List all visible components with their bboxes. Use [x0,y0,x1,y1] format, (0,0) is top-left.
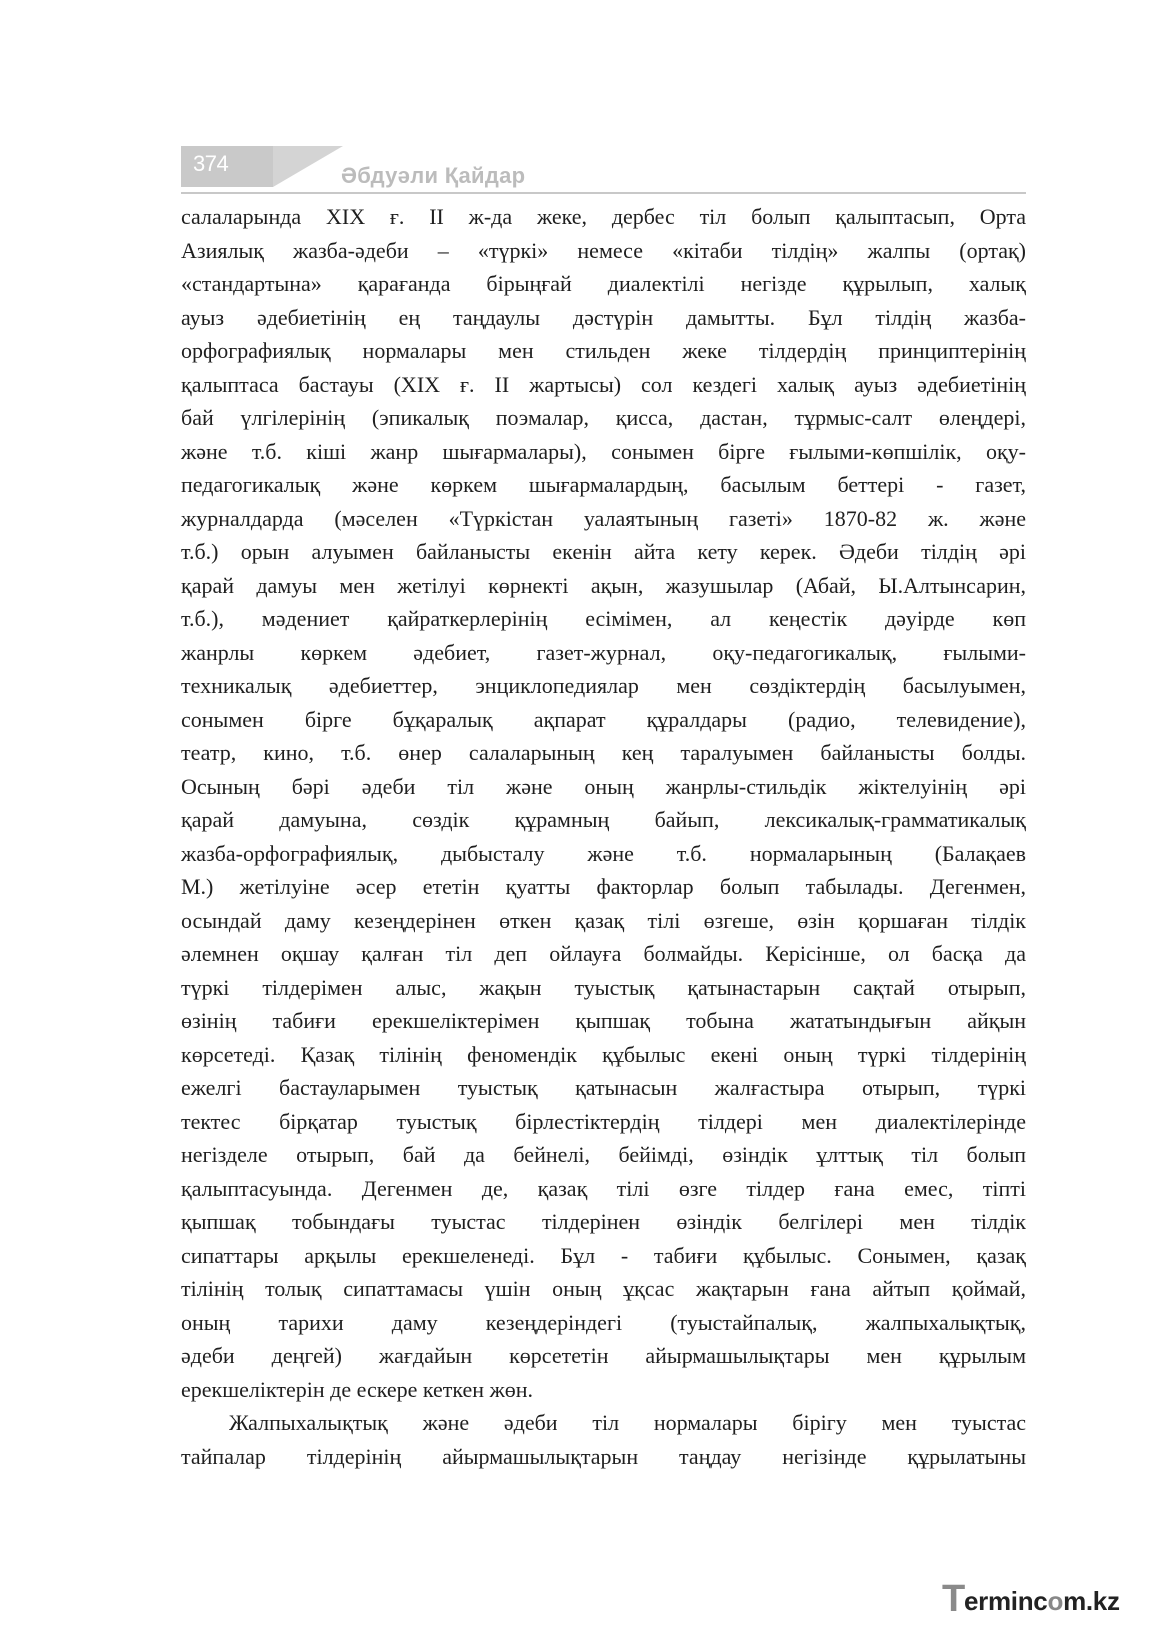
watermark-text-part1: erminc [964,1586,1048,1616]
text-line: ауыз әдебиетінің ең таңдаулы дәстүрін дамытты. Бұл тілдің жазба- [181,304,1026,330]
body-text [181,200,1026,1473]
text-line: педагогикалық және көркем шығармалардың, басылым беттері - газет, [181,472,1026,497]
watermark-text-o: o [1047,1586,1064,1616]
text-line: көрсетеді. Қазақ тілінің феномендік құбылыс екені оның түркі тілдерінің [181,1041,1026,1067]
text-line: бай үлгілерінің (эпикалық поэмалар, қисса, дастан, тұрмыс-салт өлеңдері, [181,405,1026,430]
text-line: қалыптаса бастауы (XIX ғ. II жартысы) сол кездегі халық ауыз әдебиетінің [181,371,1026,397]
header-rule [181,192,1026,194]
text-line: салаларында XIX ғ. II ж-да жеке, дербес тіл болып қалыптасып, Орта [181,204,1026,229]
running-head-author: Әбдуәли Қайдар [341,163,526,188]
watermark-t-glyph: T [942,1578,966,1620]
text-line: Азиялық жазба-әдеби – «түркі» немесе «кітаби тілдің» жалпы (ортақ) [181,237,1026,263]
page-number: 374 [193,151,229,176]
text-line: қарай дамуына, сөздік құрамның байып, лексикалық-грамматикалық [181,807,1026,832]
text-line: М.) жетілуіне әсер ететін қуатты факторлар болып табылады. Дегенмен, [181,874,1026,899]
text-line: және т.б. кіші жанр шығармалары), сонымен бірге ғылыми-көпшілік, оқу- [181,438,1026,464]
text-line: қыпшақ тобындағы туыстас тілдерінен өзіндік белгілері мен тілдік [181,1209,1026,1234]
text-line: орфографиялық нормалары мен стильден жеке тілдердің принциптерінің [181,338,1026,363]
page-number-tab [181,146,273,187]
text-line: осындай даму кезеңдерінен өткен қазақ тілі өзгеше, өзін қоршаған тілдік [181,907,1026,933]
text-line: тілінің толық сипаттамасы үшін оның ұқсас жақтарын ғана айтып қоймай, [181,1276,1026,1301]
paragraph-last-line: ерекшеліктерін де ескере кеткен жөн. [181,1376,534,1402]
text-line: театр, кино, т.б. өнер салаларының кең таралуымен байланысты болды. [181,740,1026,765]
text-line: қарай дамуы мен жетілуі көрнекті ақын, жазушылар (Абай, Ы.Алтынсарин, [181,572,1026,598]
text-line: т.б.), мәдениет қайраткерлерінің есімімен, ал кеңестік дәуірде көп [181,606,1026,631]
text-line: «стандартына» қарағанда бірыңғай диалектілі негізде құрылып, халық [181,271,1026,296]
text-line: әлемнен оқшау қалған тіл деп ойлауға болмайды. Керісінше, ол басқа да [181,941,1026,966]
text-line: тектес бірқатар туыстық бірлестіктердің тілдері мен диалектілерінде [181,1108,1026,1134]
text-line: ежелгі бастауларымен туыстық қатынасын жалғастыра отырып, түркі [181,1075,1026,1100]
watermark-text [964,1585,1120,1617]
watermark-text-part2: m.kz [1063,1586,1120,1616]
page-header [181,146,1026,194]
paragraph-first-line: Жалпыхалықтық және әдеби тіл нормалары бірігу мен туыстас [229,1410,1026,1435]
text-line: өзінің табиғи ерекшеліктерімен қыпшақ тобына жататындығын айқын [181,1008,1026,1033]
text-line: түркі тілдерімен алыс, жақын туыстық қатынастарын сақтай отырып, [181,974,1026,1000]
text-line: сонымен бірге бұқаралық ақпарат құралдары (радио, телевидение), [181,706,1026,732]
watermark-logo [942,1579,1132,1619]
text-line: техникалық әдебиеттер, энциклопедиялар мен сөздіктердің басылуымен, [181,673,1026,698]
text-line: журналдарда (мәселен «Түркістан уалаятының газеті» 1870-82 ж. және [181,505,1026,531]
text-line: тайпалар тілдерінің айырмашылықтарын таңдау негізінде құрылатыны [181,1443,1026,1469]
text-line: Осының бәрі әдеби тіл және оның жанрлы-стильдік жіктелуінің әрі [181,773,1026,799]
text-line: қалыптасуында. Дегенмен де, қазақ тілі өзге тілдер ғана емес, тіпті [181,1175,1026,1201]
page-number-wedge [273,146,343,187]
text-line: жанрлы көркем әдебиет, газет-журнал, оқу-педагогикалық, ғылыми- [181,639,1026,665]
text-line: жазба-орфографиялық, дыбысталу және т.б. нормаларының (Балақаев [181,840,1026,866]
text-line: негізделе отырып, бай да бейнелі, бейімді, өзіндік ұлттық тіл болып [181,1142,1026,1167]
text-line: әдеби деңгей) жағдайын көрсететін айырмашылықтары мен құрылым [181,1343,1026,1368]
text-line: сипаттары арқылы ерекшеленеді. Бұл - табиғи құбылыс. Сонымен, қазақ [181,1242,1026,1268]
text-line: т.б.) орын алуымен байланысты екенін айта кету керек. Әдеби тілдің әрі [181,539,1026,564]
text-line: оның тарихи даму кезеңдеріндегі (туыстайпалық, жалпыхалықтық, [181,1309,1026,1335]
